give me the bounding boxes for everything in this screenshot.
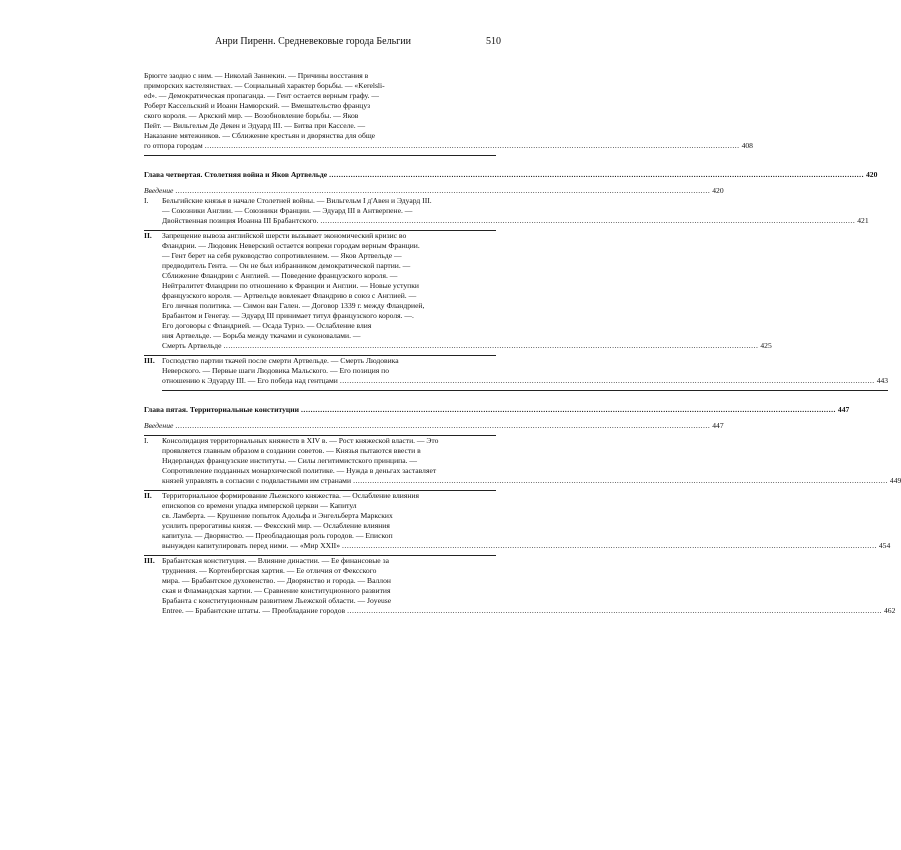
toc-line: Entree. — Брабантские штаты. — Преобладание городов [162, 606, 346, 615]
toc-line: капитула. — Дворянство. — Преобладающая роль городов. — Епископ [162, 531, 393, 540]
toc-line: ed». — Демократическая пропаганда. — Гент остается верным графу. — [144, 91, 379, 100]
dot-leader [340, 376, 875, 386]
toc-line: Сопротивление подданных монархической политике. — Нужда в деньгах заставляет [162, 466, 437, 475]
toc-line: го отпора городам [144, 141, 203, 150]
toc-line: св. Ламберта. — Крушение попыток Адольфа и Энгельберта Маркских [162, 511, 393, 520]
toc-line: ская и Фламандская хартии. — Сравнение конституционного развития [162, 586, 391, 595]
toc-leader-line [162, 216, 869, 226]
toc-line: усилить прерогативы князя. — Фексский мир. — Ослабление влияния [162, 521, 390, 530]
item-number: I. [144, 196, 149, 205]
toc-line: Запрещение вывоза английской шерсти вызывает экономический кризис во [162, 231, 407, 240]
toc-page-ref: 408 [741, 141, 753, 150]
toc-line: Его личная политика. — Симон ван Гален. — Договор 1339 г. между Фландрией, [162, 301, 425, 310]
toc-item [144, 356, 889, 391]
toc-page-ref: 462 [884, 606, 896, 615]
toc-line: отношению к Эдуарду III. — Его победа над гентцами [162, 376, 338, 385]
toc-line: Брабанта с конституционным развитием Льежской области. — Joyeuse [162, 596, 392, 605]
toc-leader-line [162, 341, 772, 351]
toc-page-ref: 447 [837, 405, 850, 414]
toc-line: Пейт. — Вильгельм Де Декен и Эдуард III. — Битва при Касселе. — [144, 121, 366, 130]
toc-line: Нидерландах французские институты. — Силы легитимистского принципа. — [162, 456, 417, 465]
toc-leader-line [162, 476, 901, 486]
item-number: II. [144, 231, 152, 240]
toc-line: Нейтралитет Фландрии по отношению к Франции и Англии. — Новые уступки [162, 281, 419, 290]
toc-leader-line [162, 606, 895, 616]
intro-label: Введение [144, 421, 174, 430]
toc-item [144, 556, 896, 616]
item-number: III. [144, 356, 155, 365]
table-of-contents [144, 71, 901, 616]
toc-page-ref: 425 [760, 341, 772, 350]
chapter-title: Глава четвертая. Столетняя война и Яков Артвельде [144, 170, 328, 179]
toc-line: французского короля. — Артвельде вовлекает Фландрию в союз с Англией. — [162, 291, 417, 300]
dot-leader [347, 606, 882, 616]
intro-label: Введение [144, 186, 174, 195]
page-number: 510 [486, 36, 501, 47]
toc-line: Брабантская конституция. — Влияние династии. — Ее финансовые за [162, 556, 389, 565]
toc-line: — Союзники Англии. — Союзники Франции. — Эдуард III в Антверпене. — [162, 206, 413, 215]
toc-leader-line [144, 141, 753, 151]
dot-leader [175, 421, 710, 431]
toc-line: Неверского. — Первые шаги Людовика Мальского. — Его позиция по [162, 366, 390, 375]
toc-line: Консолидация территориальных княжеств в XIV в. — Рост княжеской власти. — Это [162, 436, 439, 445]
intro-entry [144, 421, 724, 431]
toc-line: предводитель Гента. — Он не был избранником демократической партии. — [162, 261, 411, 270]
toc-line: Территориальное формирование Льежского княжества. — Ослабление влияния [162, 491, 419, 500]
chapter-heading [144, 170, 878, 180]
toc-page-ref: 447 [712, 421, 724, 430]
dot-leader [205, 141, 740, 151]
dot-leader [342, 541, 877, 551]
toc-item [144, 231, 772, 351]
toc-line: приморских кастелянствах. — Социальный характер борьбы. — «Kerelsli- [144, 81, 385, 90]
toc-line: Роберт Кассельский и Иоанн Намюрский. — Вмешательство француз [144, 101, 371, 110]
toc-line: Сближение Фландрии с Англией. — Поведение французского короля. — [162, 271, 398, 280]
toc-line: Брюгге заодно с ним. — Николай Заннекин. — Причины восстания в [144, 71, 369, 80]
toc-line: Брабантом и Генегау. — Эдуард III принимает титул французского короля. —. [162, 311, 414, 320]
toc-page-ref: 420 [865, 170, 878, 179]
toc-page-ref: 454 [878, 541, 891, 550]
item-number: I. [144, 436, 149, 445]
toc-line: князей управлять в согласии с подвластными им странами [162, 476, 352, 485]
dot-leader [320, 216, 855, 226]
toc-line: — Гент берет на себя руководство сопротивлением. — Яков Артвельде — [162, 251, 402, 260]
toc-line: Бельгийские князья в начале Столетней войны. — Вильгельм I д'Авен и Эдуард III. [162, 196, 432, 205]
toc-line: проявляется главным образом в создании советов. — Князья пытаются ввести в [162, 446, 421, 455]
toc-line: вынужден капитулировать перед ними. — «Мир XXII» [162, 541, 341, 550]
toc-line: Двойственная позиция Иоанна III Брабантского. [162, 216, 319, 225]
toc-line: труднения. — Кортенбергская хартия. — Ее отличия от Фексского [162, 566, 377, 575]
item-number: III. [144, 556, 155, 565]
chapter-title: Глава пятая. Территориальные конституции [144, 405, 300, 414]
toc-line: епископов со времени упадка имперской церкви — Капитул [162, 501, 357, 510]
running-title: Анри Пиренн. Средневековые города Бельгии [215, 36, 411, 47]
toc-page-ref: 421 [857, 216, 869, 225]
toc-line: Смерть Артвельде [162, 341, 222, 350]
toc-item [144, 196, 869, 226]
intro-entry [144, 186, 724, 196]
toc-line: Фландрии. — Людовик Неверский остается вопреки городам верным Франции. [162, 241, 420, 250]
dot-leader [224, 341, 759, 351]
dot-leader [175, 186, 710, 196]
dot-leader [329, 170, 864, 180]
toc-line: ния Артвельде. — Борьба между ткачами и суконовалами. — [162, 331, 361, 340]
continued-entry [144, 71, 753, 156]
toc-item [144, 436, 901, 486]
toc-page-ref: 443 [876, 376, 889, 385]
toc-line: мира. — Брабантское духовенство. — Дворянство и города. — Валлон [162, 576, 391, 585]
toc-leader-line [162, 541, 890, 551]
dot-leader [301, 405, 836, 415]
toc-line: Господство партии ткачей после смерти Артвельде. — Смерть Людовика [162, 356, 399, 365]
toc-line: Наказание мятежников. — Сближение крестьян и дворянства для обще [144, 131, 376, 140]
toc-page-ref: 420 [712, 186, 724, 195]
item-number: II. [144, 491, 152, 500]
toc-page-ref: 449 [889, 476, 901, 485]
toc-line: Его договоры с Фландрией. — Осада Турнэ. — Ослабление влия [162, 321, 372, 330]
toc-line: ского короля. — Аркский мир. — Возобновление борьбы. — Яков [144, 111, 359, 120]
chapter-heading [144, 405, 850, 415]
divider [162, 390, 888, 391]
toc-item [144, 491, 891, 551]
toc-leader-line [162, 376, 888, 386]
dot-leader [353, 476, 888, 486]
